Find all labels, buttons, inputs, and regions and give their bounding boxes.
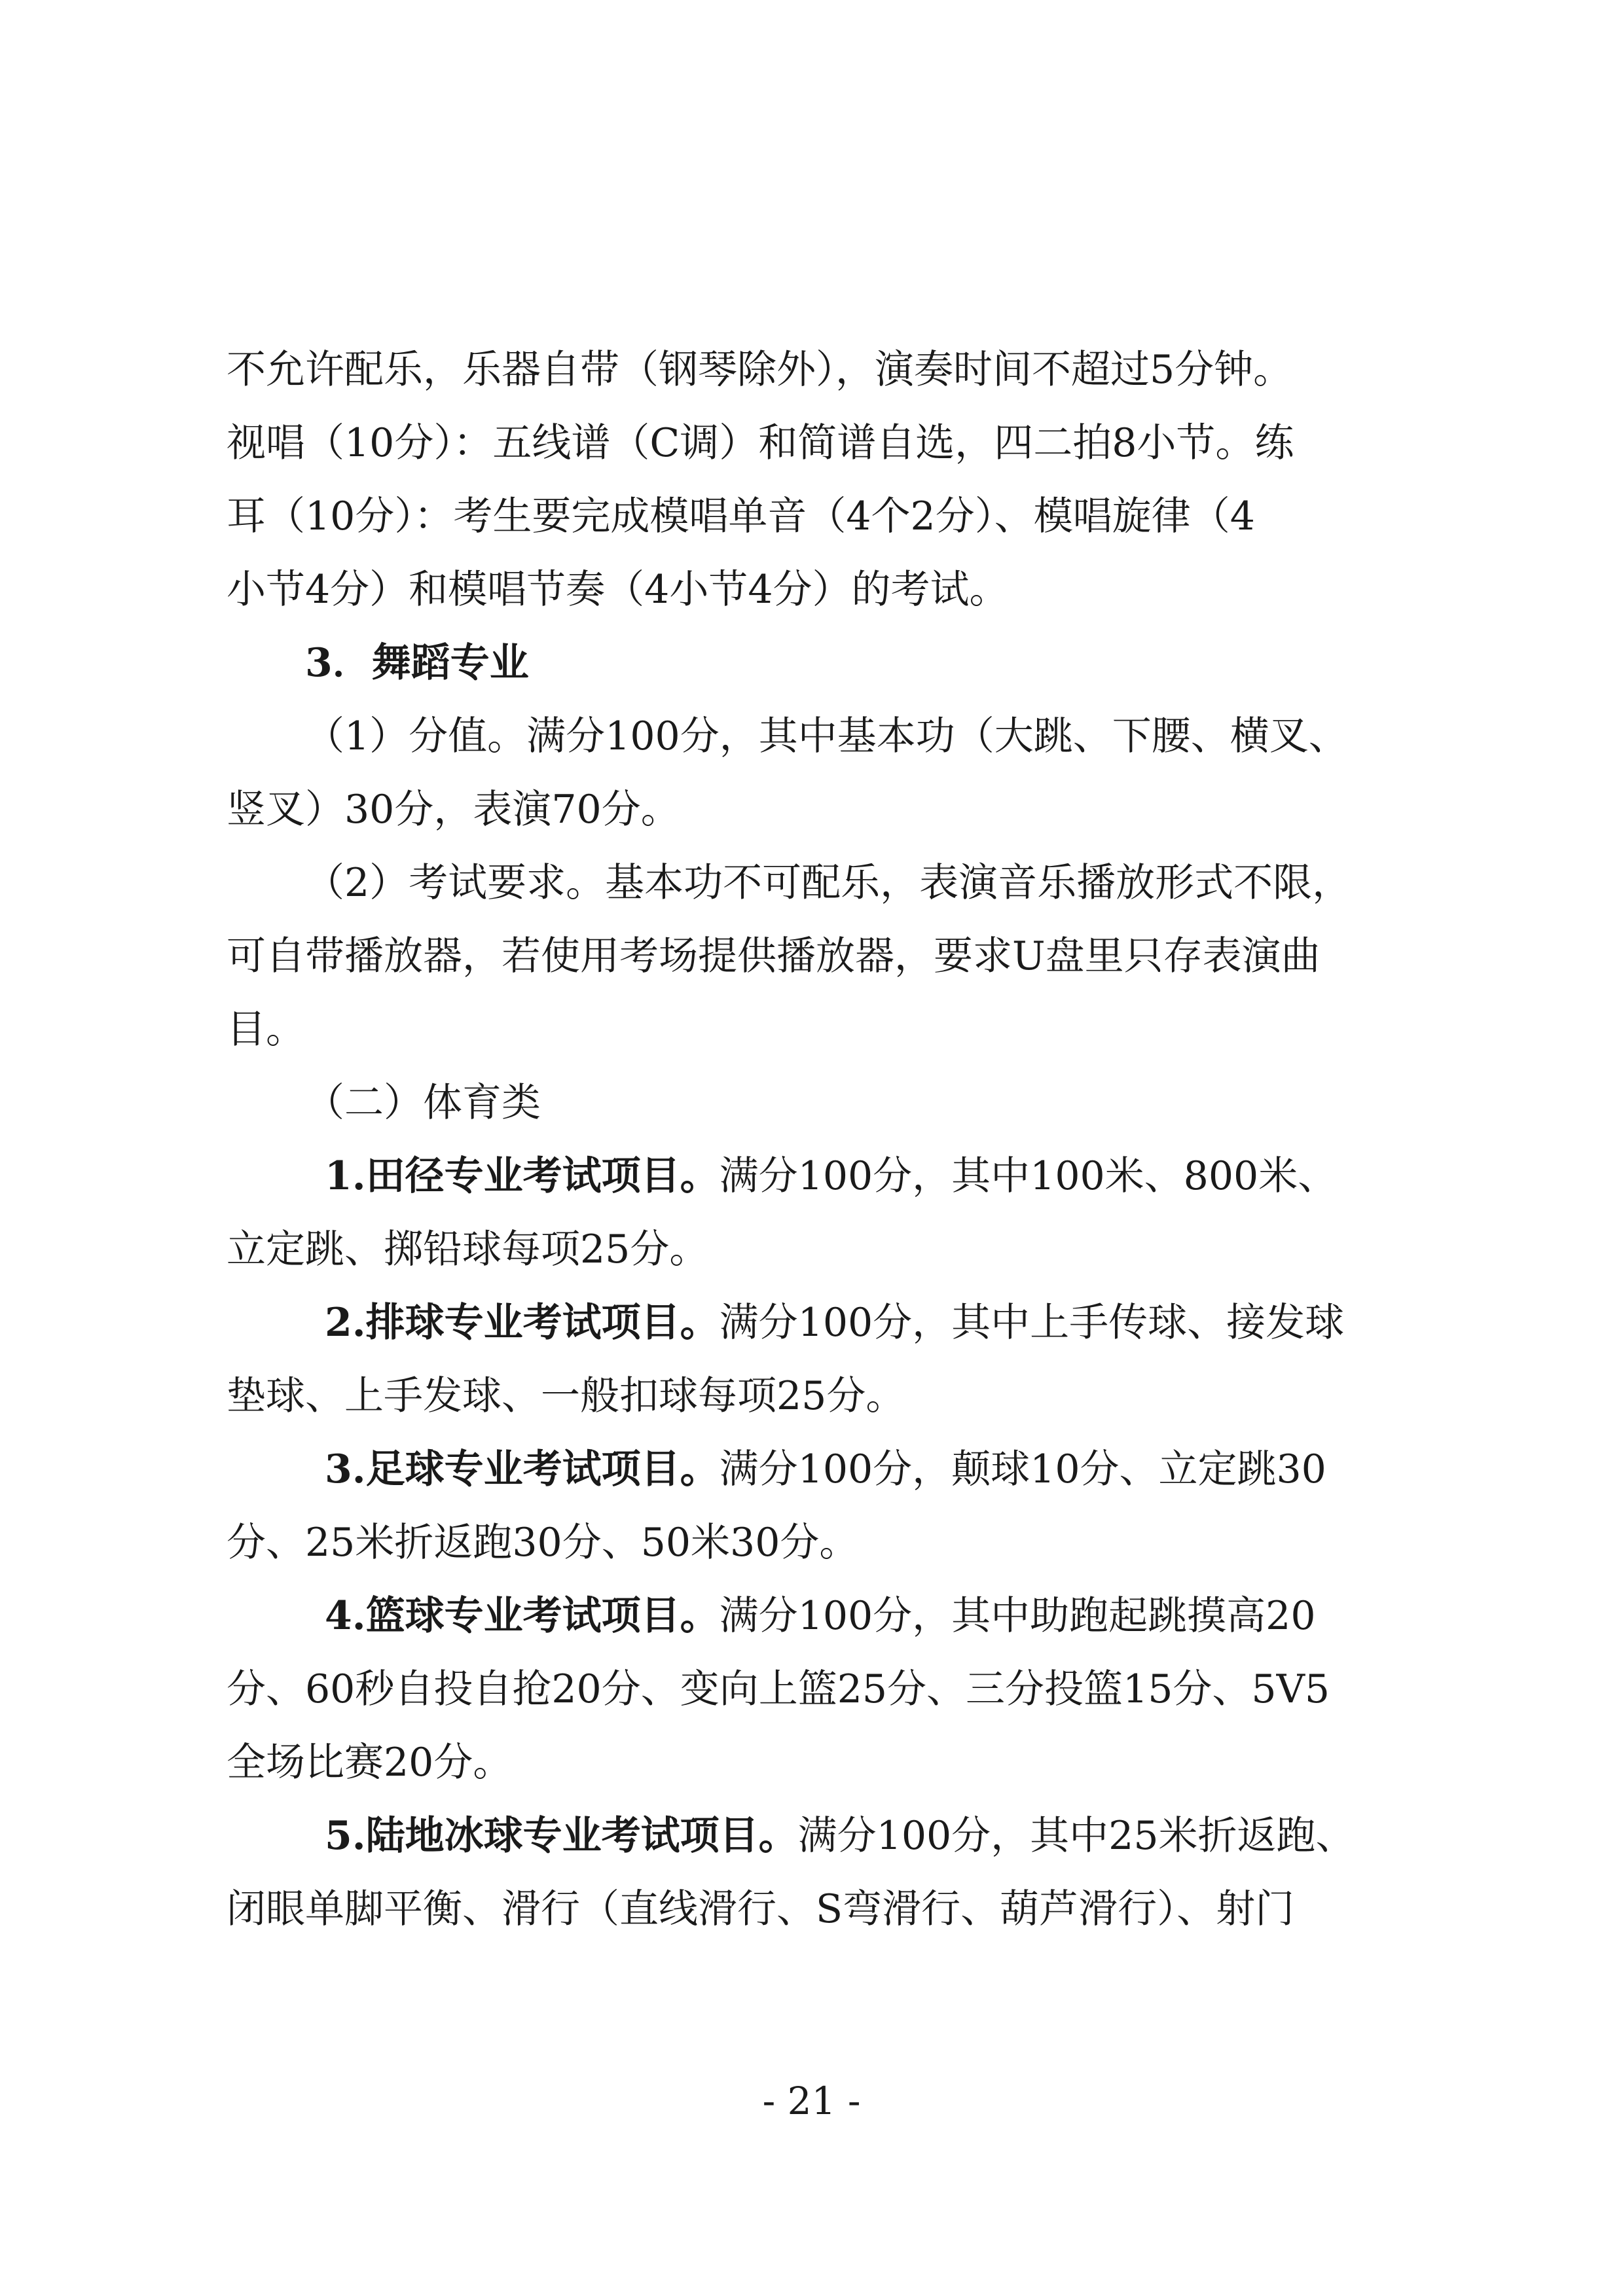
item-1-text: 满分100分，其中100米、800米、: [719, 1153, 1338, 1199]
section-heading-sports: （二）体育类: [305, 1080, 541, 1126]
item-3-title: 3.足球专业考试项目。: [325, 1446, 720, 1492]
item-5-title: 5.陆地冰球专业考试项目。: [325, 1813, 798, 1859]
item-4-line-1: [325, 1587, 1316, 1645]
text-line-7: 竖叉）30分，表演70分。: [227, 787, 680, 833]
item-3-line-1: [325, 1440, 1326, 1499]
text-line-2: 视唱（10分）：五线谱（C调）和简谱自选，四二拍8小节。练: [227, 420, 1294, 466]
section-heading-dance: 3．舞蹈专业: [305, 640, 529, 686]
item-3-line-2: 分、25米折返跑30分、50米30分。: [227, 1520, 859, 1566]
text-line-1: 不允许配乐，乐器自带（钢琴除外），演奏时间不超过5分钟。: [227, 347, 1293, 393]
item-4-line-2: 分、60秒自投自抢20分、变向上篮25分、三分投篮15分、5V5: [227, 1666, 1330, 1712]
item-4-title: 4.篮球专业考试项目。: [325, 1593, 720, 1639]
item-2-title: 2.排球专业考试项目。: [325, 1300, 720, 1346]
item-5-line-2: 闭眼单脚平衡、滑行（直线滑行、S弯滑行、葫芦滑行）、射门: [227, 1886, 1295, 1932]
text-line-6: （1）分值。满分100分，其中基本功（大跳、下腰、横叉、: [305, 713, 1348, 759]
item-5-line-1: [325, 1806, 1355, 1865]
text-line-9: 可自带播放器，若使用考场提供播放器，要求U盘里只存表演曲: [227, 933, 1321, 979]
item-2-text: 满分100分，其中上手传球、接发球: [719, 1300, 1345, 1346]
text-line-3: 耳（10分）：考生要完成模唱单音（4个2分）、模唱旋律（4: [227, 493, 1255, 539]
item-3-text: 满分100分，颠球10分、立定跳30: [719, 1446, 1326, 1492]
item-2-line-1: [325, 1293, 1344, 1352]
item-1-line-2: 立定跳、掷铅球每项25分。: [227, 1227, 709, 1272]
item-1-title: 1.田径专业考试项目。: [325, 1153, 720, 1199]
item-4-text: 满分100分，其中助跑起跳摸高20: [719, 1593, 1316, 1639]
text-line-4: 小节4分）和模唱节奏（4小节4分）的考试。: [227, 567, 1009, 613]
text-line-10: 目。: [227, 1007, 305, 1052]
item-5-text: 满分100分，其中25米折返跑、: [797, 1813, 1355, 1859]
item-2-line-2: 垫球、上手发球、一般扣球每项25分。: [227, 1373, 905, 1419]
page-number: - 21 -: [762, 2079, 861, 2123]
text-line-8: （2）考试要求。基本功不可配乐，表演音乐播放形式不限，: [305, 860, 1352, 906]
item-4-line-3: 全场比赛20分。: [227, 1740, 513, 1785]
item-1-line-1: [325, 1147, 1337, 1206]
